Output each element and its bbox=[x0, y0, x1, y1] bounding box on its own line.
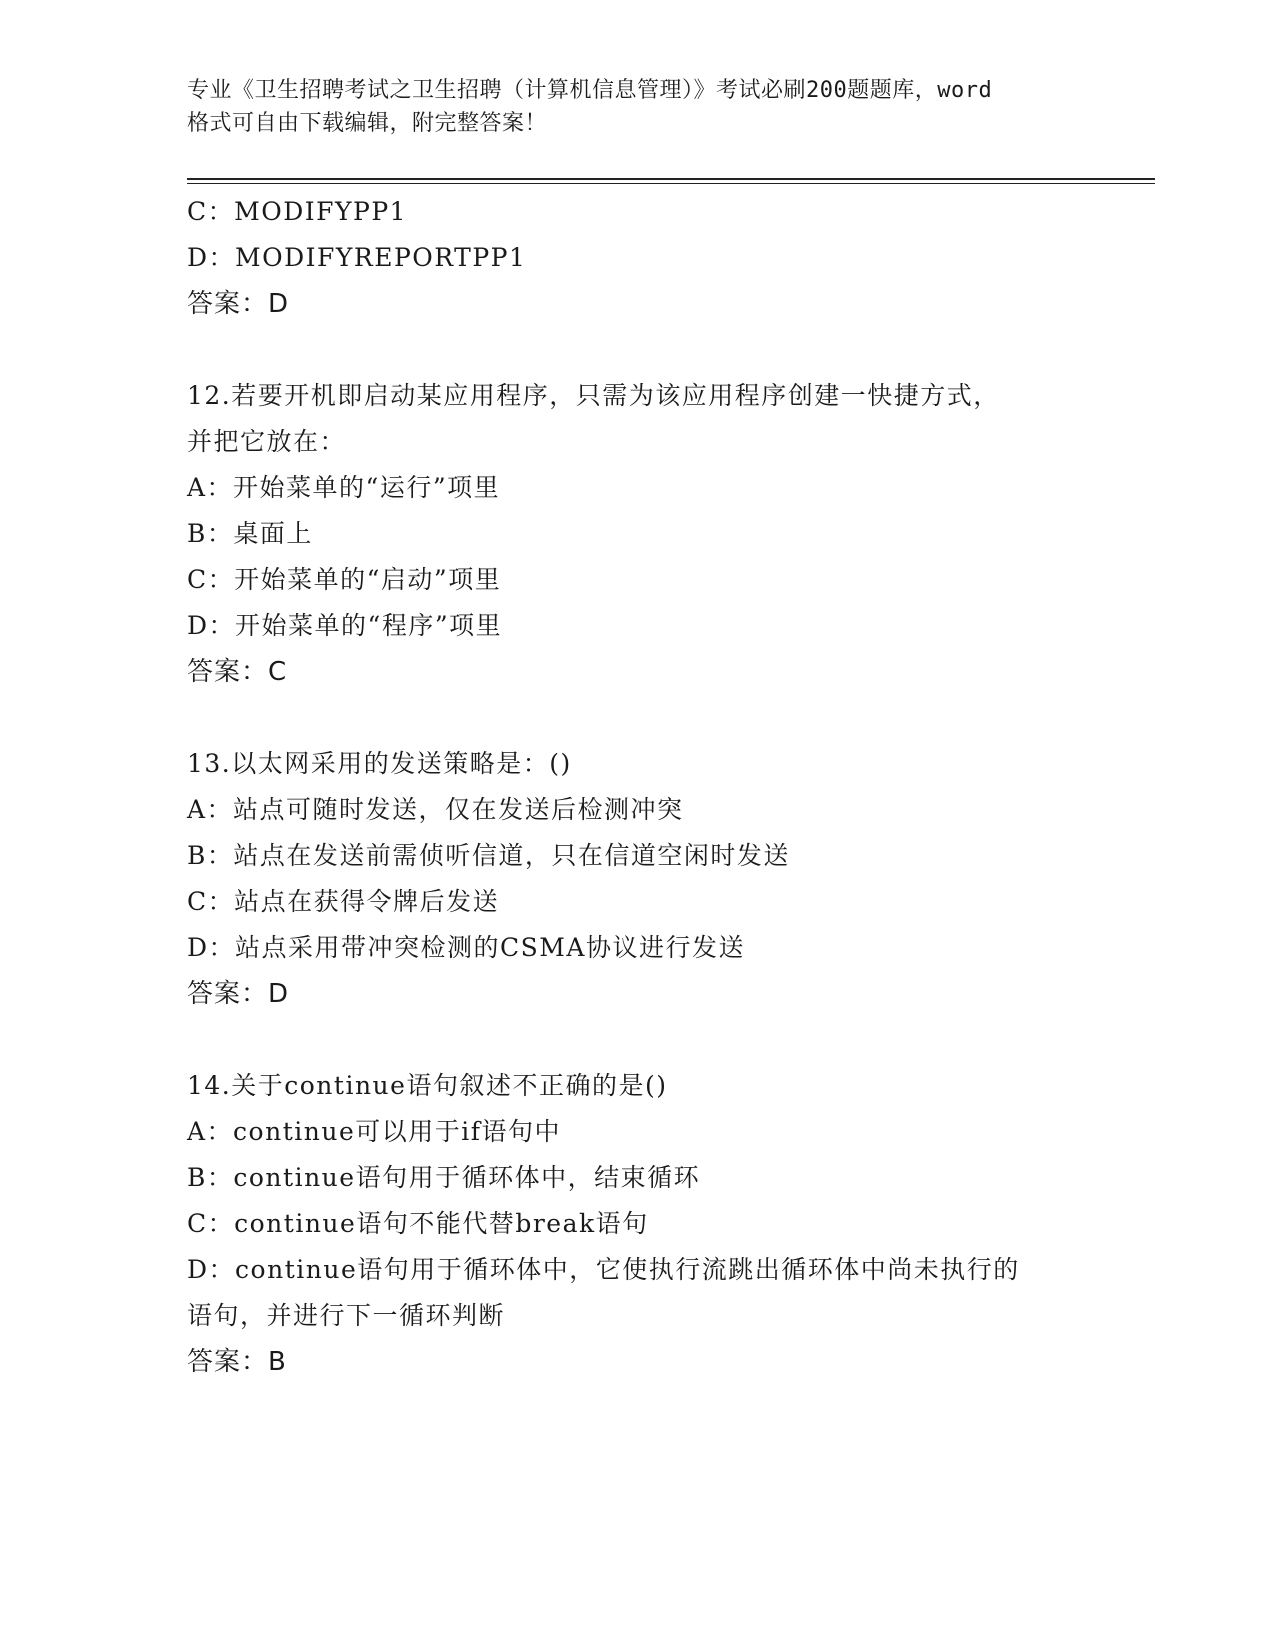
option-d: D：站点采用带冲突检测的CSMA协议进行发送 bbox=[187, 933, 745, 962]
question-stem: 14.关于continue语句叙述不正确的是() bbox=[187, 1071, 668, 1100]
answer-line: 答案：C bbox=[187, 657, 288, 687]
option-b: B：continue语句用于循环体中，结束循环 bbox=[187, 1163, 701, 1192]
header-divider-thick bbox=[187, 178, 1155, 180]
option-c: C：开始菜单的“启动”项里 bbox=[187, 565, 502, 594]
option-b: B：桌面上 bbox=[187, 519, 313, 548]
option-c: C：站点在获得令牌后发送 bbox=[187, 887, 500, 916]
option-d-continued: 语句，并进行下一循环判断 bbox=[187, 1301, 506, 1330]
spacer bbox=[187, 327, 1107, 373]
option-d: D：MODIFYREPORTPP1 bbox=[187, 243, 527, 272]
page-header bbox=[187, 74, 1087, 140]
question-14 bbox=[187, 1063, 1107, 1385]
header-line-1: 专业《卫生招聘考试之卫生招聘（计算机信息管理）》考试必刷200题题库，word bbox=[187, 78, 993, 103]
answer-line: 答案：D bbox=[187, 979, 290, 1009]
option-c: C：MODIFYPP1 bbox=[187, 197, 408, 226]
header-line-2: 格式可自由下载编辑，附完整答案！ bbox=[187, 111, 548, 136]
option-a: A：continue可以用于if语句中 bbox=[187, 1117, 561, 1146]
header-divider-thin bbox=[187, 183, 1155, 184]
spacer bbox=[187, 1017, 1107, 1063]
option-d: D：continue语句用于循环体中，它使执行流跳出循环体中尚未执行的 bbox=[187, 1255, 1020, 1284]
continued-question bbox=[187, 189, 1107, 327]
option-a: A：开始菜单的“运行”项里 bbox=[187, 473, 501, 502]
option-a: A：站点可随时发送，仅在发送后检测冲突 bbox=[187, 795, 684, 824]
option-d: D：开始菜单的“程序”项里 bbox=[187, 611, 503, 640]
question-content bbox=[187, 189, 1107, 1385]
question-stem: 13.以太网采用的发送策略是：() bbox=[187, 749, 572, 778]
question-12 bbox=[187, 373, 1107, 695]
answer-line: 答案：B bbox=[187, 1347, 287, 1377]
option-c: C：continue语句不能代替break语句 bbox=[187, 1209, 649, 1238]
spacer bbox=[187, 695, 1107, 741]
question-stem: 12.若要开机即启动某应用程序，只需为该应用程序创建一快捷方式， bbox=[187, 381, 1000, 410]
question-stem-continued: 并把它放在： bbox=[187, 427, 347, 456]
option-b: B：站点在发送前需侦听信道，只在信道空闲时发送 bbox=[187, 841, 790, 870]
answer-line: 答案：D bbox=[187, 289, 290, 319]
question-13 bbox=[187, 741, 1107, 1017]
